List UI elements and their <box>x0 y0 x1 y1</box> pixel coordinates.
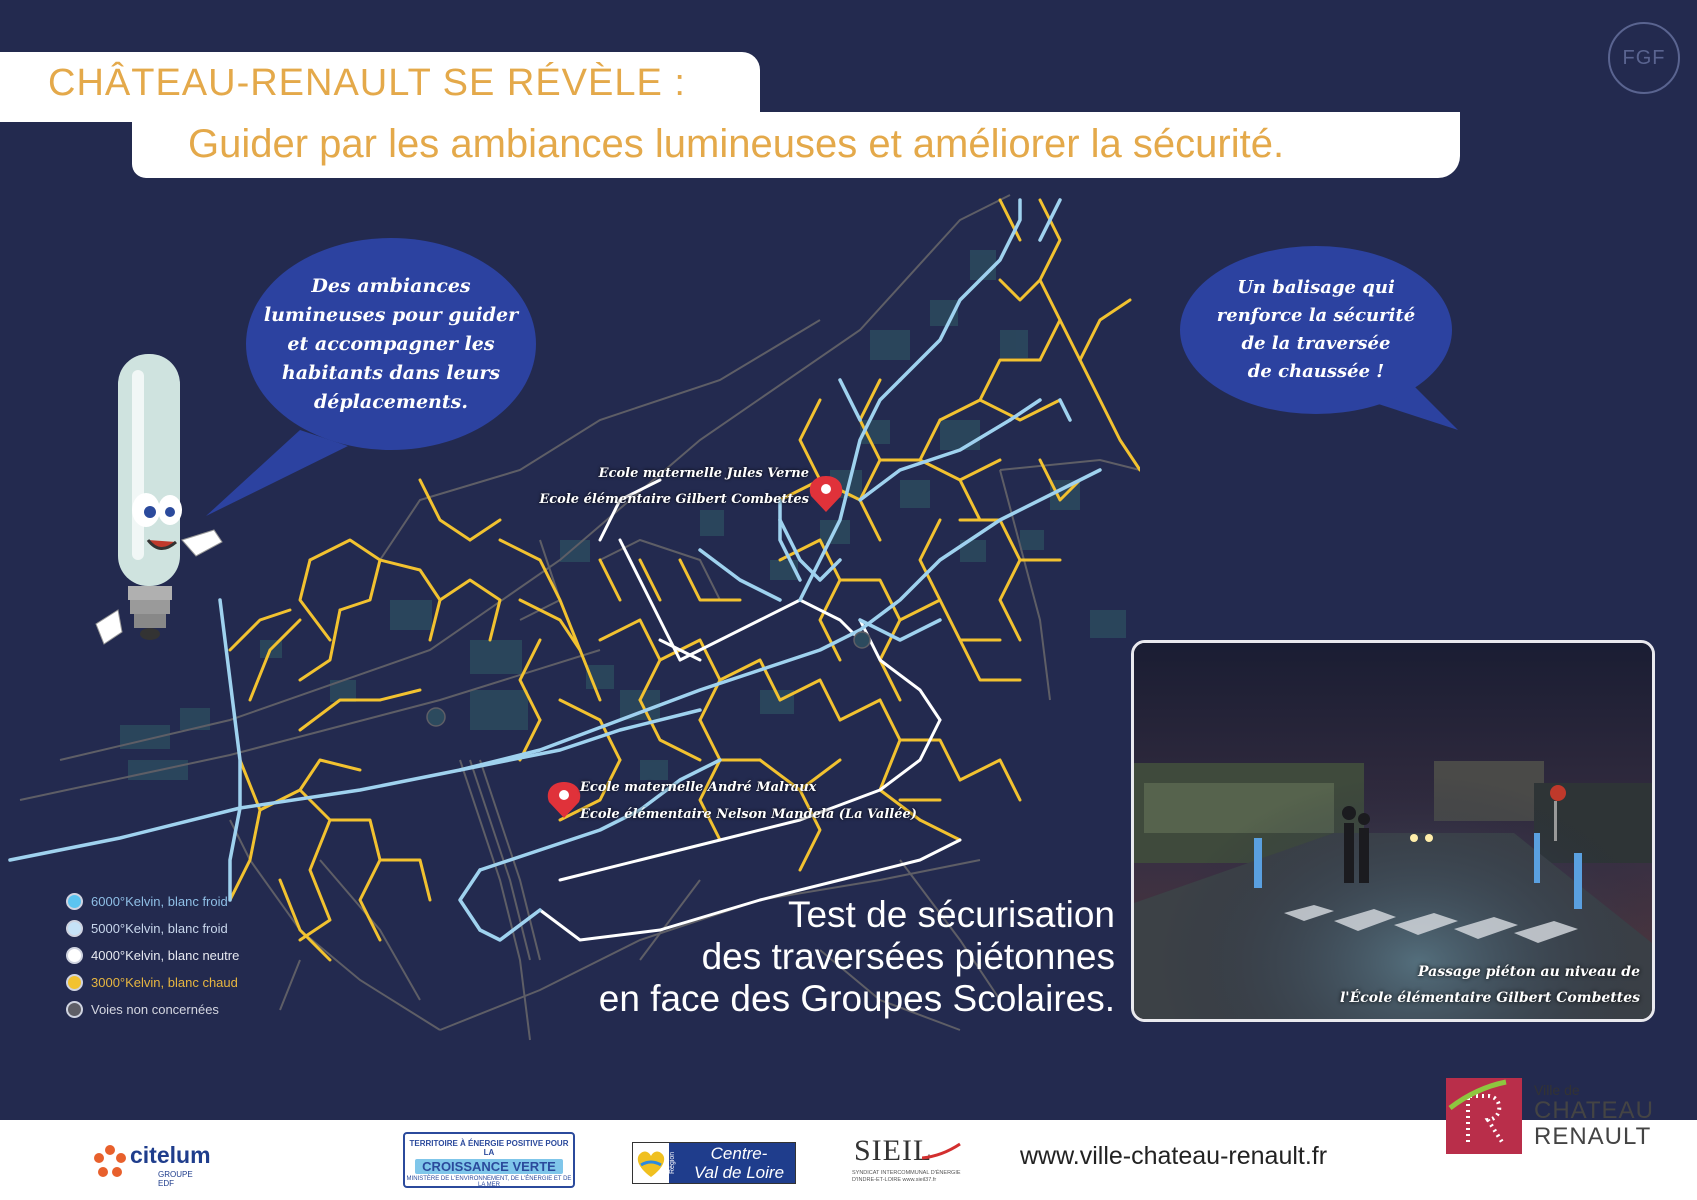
sieil-sub: SYNDICAT INTERCOMMUNAL D'ÉNERGIE D'INDRE-ET-LOIRE www.sieil37.fr <box>852 1170 961 1183</box>
legend-item-4000k <box>66 942 239 969</box>
legend-dot <box>66 920 83 937</box>
bubble-left-line: lumineuses pour guider <box>263 303 519 326</box>
region-heart-icon <box>633 1143 669 1183</box>
citelum-sub: GROUPE EDF <box>158 1170 193 1188</box>
legend-item-3000k <box>66 969 239 996</box>
page-subtitle: Guider par les ambiances lumineuses et améliorer la sécurité. <box>188 122 1285 166</box>
region-label: Région <box>669 1143 683 1183</box>
test-line: des traversées piétonnes <box>701 936 1115 977</box>
tepcv-logo[interactable] <box>403 1132 575 1188</box>
bubble-left-line: Des ambiances <box>311 274 471 297</box>
bubble-right-line: renforce la sécurité <box>1216 305 1416 326</box>
legend-dot <box>66 974 83 991</box>
sieil-swoosh-icon <box>922 1142 962 1162</box>
school-label-andre-malraux: Ecole maternelle André Malraux <box>580 780 817 795</box>
region-name-line: Centre- <box>710 1144 768 1163</box>
ville-name-line: CHATEAU <box>1534 1097 1654 1124</box>
bubble-left-line: déplacements. <box>314 390 468 413</box>
photo-caption-line: Passage piéton au niveau de <box>1418 964 1640 980</box>
legend-label: 5000°Kelvin, blanc froid <box>91 921 228 936</box>
legend-label: Voies non concernées <box>91 1002 219 1017</box>
ville-r-mark-icon <box>1446 1078 1522 1154</box>
bubble-left-line: et accompagner les <box>287 332 495 355</box>
region-centre-logo[interactable] <box>632 1142 796 1184</box>
tepcv-line2: CROISSANCE VERTE <box>415 1159 563 1174</box>
legend-dot <box>66 893 83 910</box>
test-line: Test de sécurisation <box>787 894 1115 935</box>
tepcv-line1: TERRITOIRE À ÉNERGIE POSITIVE POUR LA <box>409 1139 569 1157</box>
crosswalk-photo <box>1131 640 1655 1022</box>
sieil-name: SIEIL <box>854 1134 933 1167</box>
bubble-left-line: habitants dans leurs <box>281 361 501 384</box>
map-legend <box>66 888 239 1023</box>
bubble-right-line: de chaussée ! <box>1247 361 1385 382</box>
fgf-logo: FGF <box>1608 22 1680 94</box>
ville-name-line: RENAULT <box>1534 1123 1652 1150</box>
legend-label: 4000°Kelvin, blanc neutre <box>91 948 240 963</box>
citelum-flower-icon <box>92 1144 128 1180</box>
speech-bubble-left <box>246 238 536 450</box>
tepcv-line3: MINISTÈRE DE L'ENVIRONNEMENT, DE L'ÉNERGIE ET DE LA MER <box>406 1176 572 1188</box>
citelum-name: citelum <box>130 1142 211 1168</box>
legend-label: 6000°Kelvin, blanc froid <box>91 894 228 909</box>
ville-name <box>1534 1098 1654 1150</box>
legend-label: 3000°Kelvin, blanc chaud <box>91 975 238 990</box>
citelum-logo[interactable] <box>92 1140 211 1188</box>
photo-caption-line: l'École élémentaire Gilbert Combettes <box>1339 990 1640 1006</box>
photo-caption <box>1340 959 1640 1011</box>
test-headline <box>599 894 1115 1020</box>
speech-bubble-right <box>1180 246 1452 414</box>
website-link[interactable]: www.ville-chateau-renault.fr <box>1020 1142 1328 1170</box>
legend-dot <box>66 1001 83 1018</box>
region-name <box>683 1143 795 1183</box>
legend-item-6000k <box>66 888 239 915</box>
school-label-gilbert-combettes: Ecole élémentaire Gilbert Combettes <box>539 492 809 507</box>
legend-item-5000k <box>66 915 239 942</box>
page-title: CHÂTEAU-RENAULT SE RÉVÈLE : <box>48 62 686 104</box>
legend-dot <box>66 947 83 964</box>
bubble-right-line: Un balisage qui <box>1237 277 1395 298</box>
school-label-jules-verne: Ecole maternelle Jules Verne <box>598 466 809 481</box>
legend-item-other <box>66 996 239 1023</box>
sieil-logo[interactable] <box>852 1134 962 1186</box>
bubble-right-line: de la traversée <box>1241 333 1391 354</box>
ville-de-label: Ville de <box>1534 1082 1580 1098</box>
region-name-line: Val de Loire <box>693 1163 785 1182</box>
school-label-nelson-mandela: Ecole élémentaire Nelson Mandela (La Vallée) <box>580 807 917 822</box>
ville-chateau-renault-logo[interactable] <box>1440 1076 1670 1156</box>
test-line: en face des Groupes Scolaires. <box>598 978 1115 1019</box>
